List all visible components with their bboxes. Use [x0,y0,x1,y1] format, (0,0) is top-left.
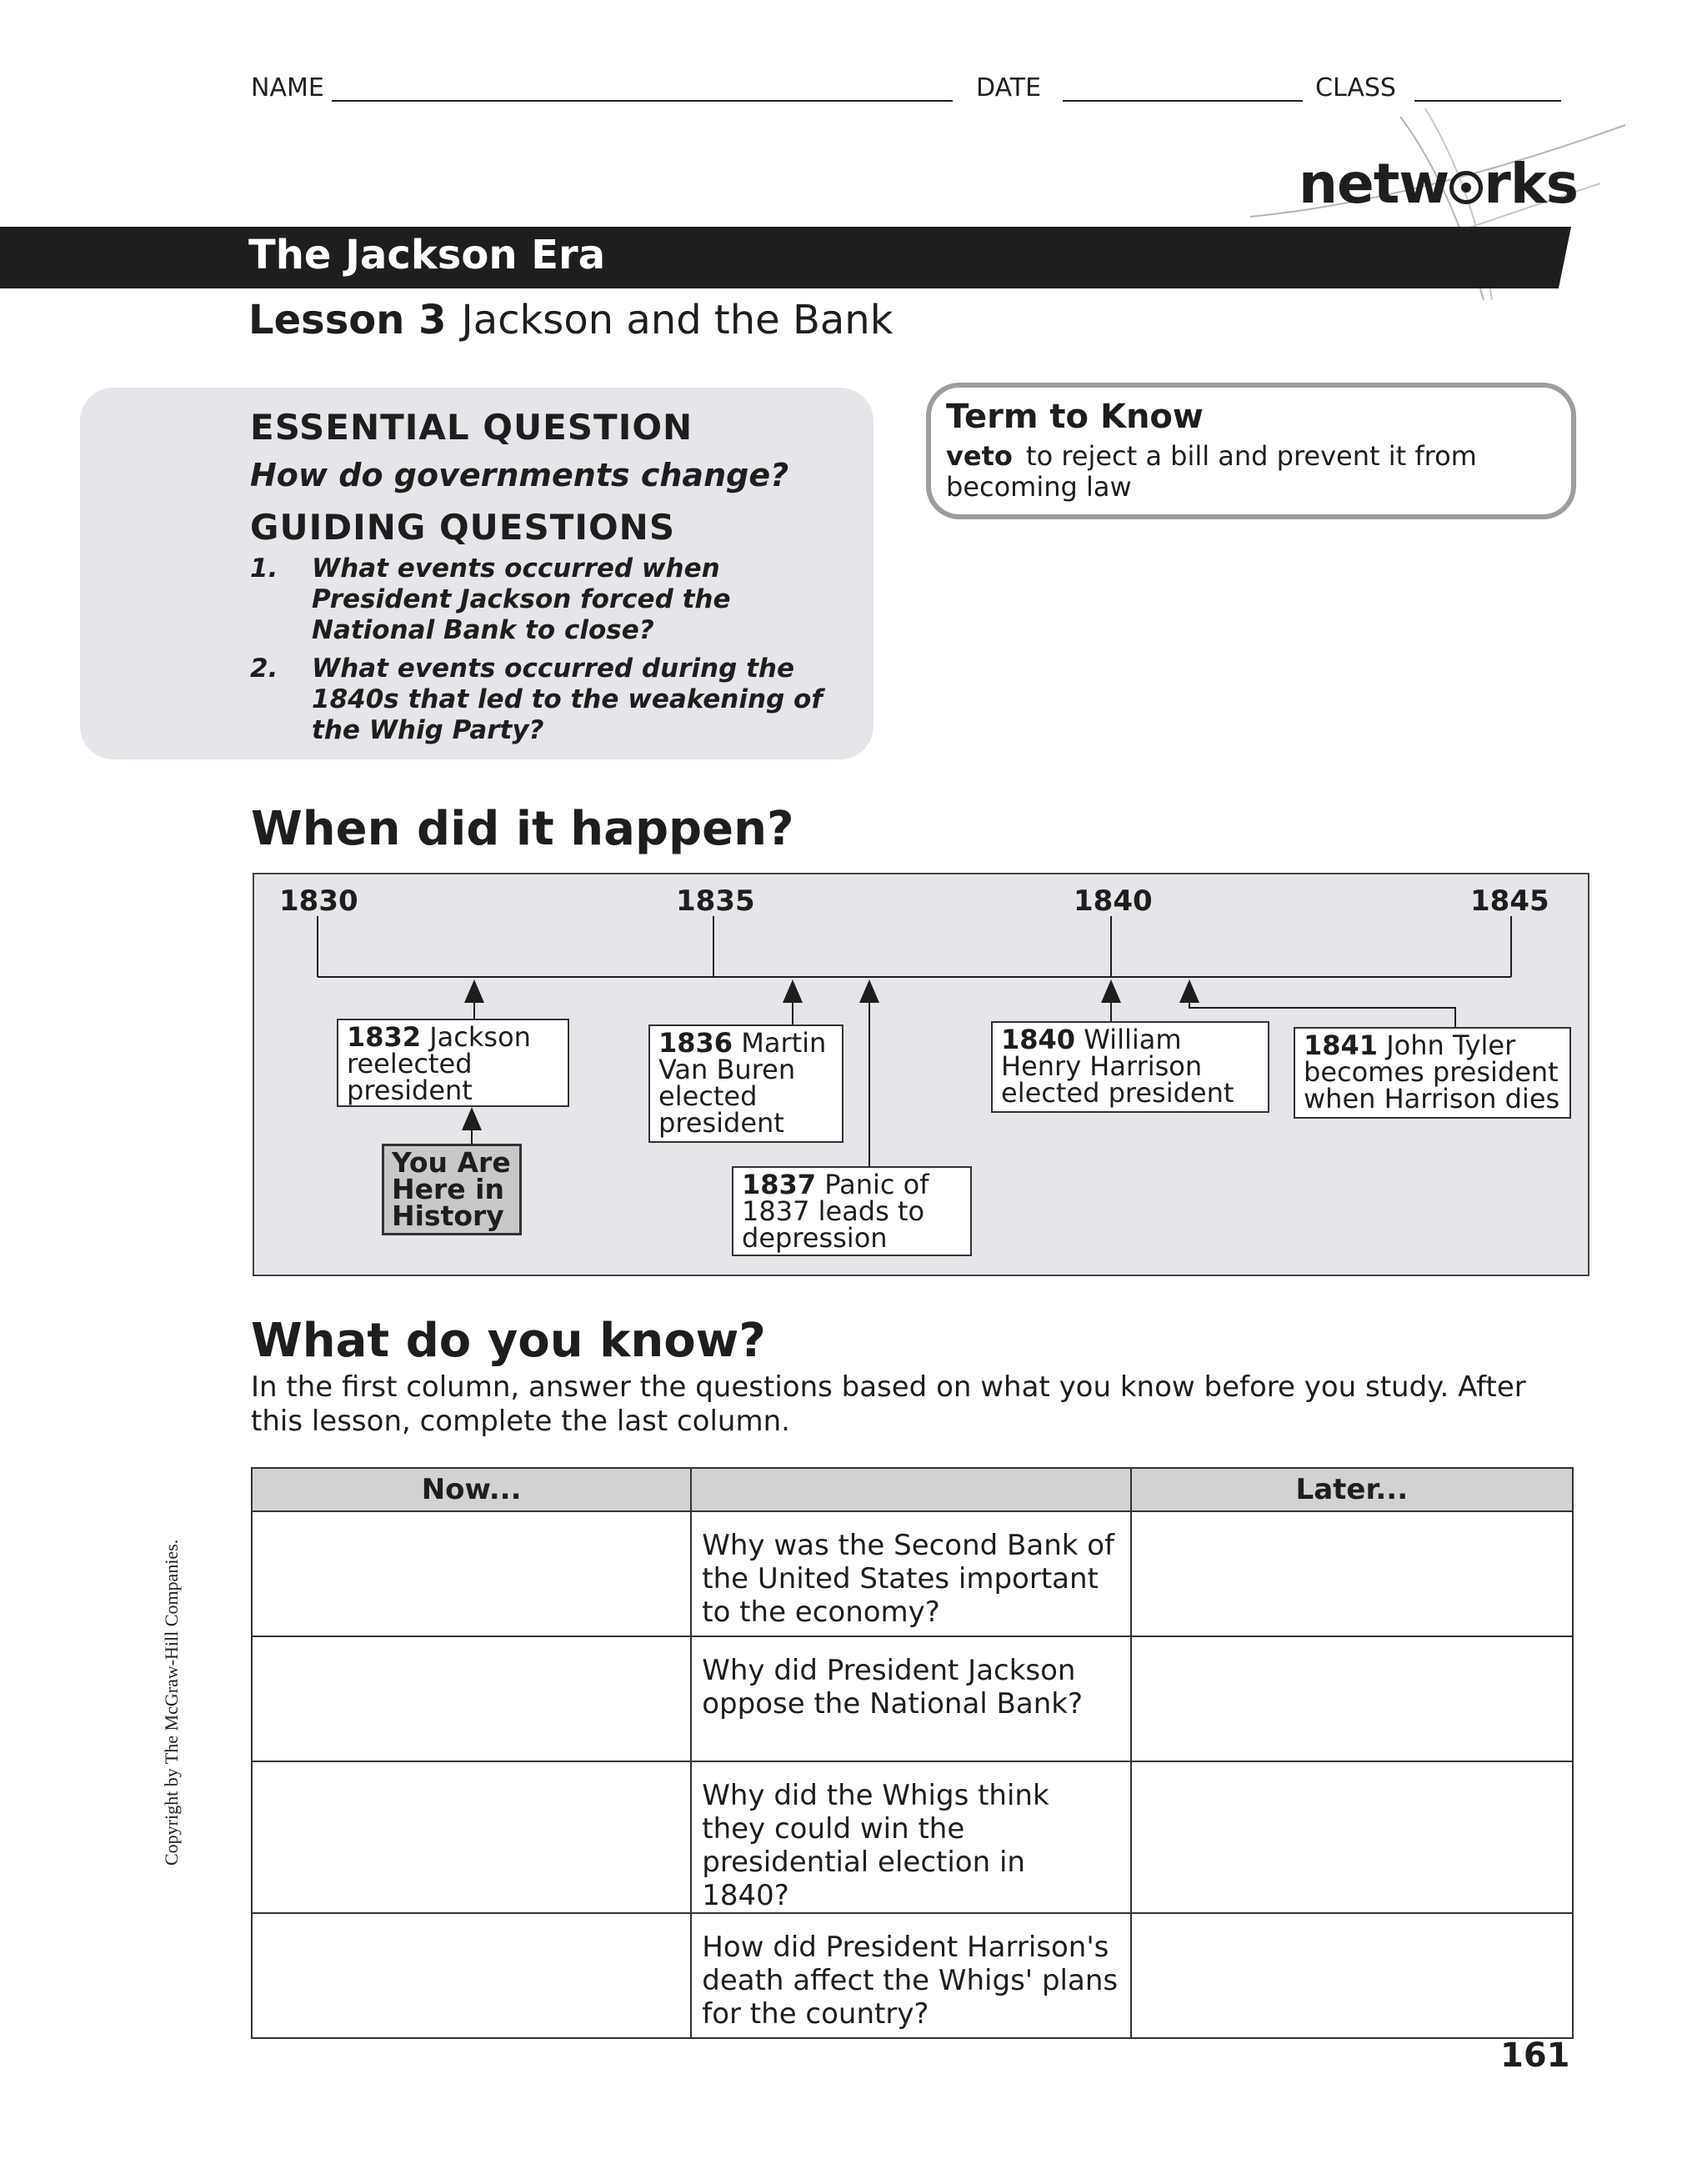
timeline-event-1836: 1836 Martin Van Buren elected president [648,1024,843,1143]
date-label: DATE [976,73,1042,103]
guiding-question-1: What events occurred when President Jackson forced the National Bank to close? [312,554,731,645]
know-instructions: In the first column, answer the questions based on what you know before you study. After this lesson, complete the last column. [251,1370,1526,1438]
term-definition: veto to reject a bill and prevent it from becoming law [946,440,1477,503]
question-cell: Why was the Second Bank of the United States important to the economy? [691,1511,1130,1636]
timeline-year-label: 1830 [279,884,358,918]
essential-question-heading: ESSENTIAL QUESTION [250,407,693,448]
chapter-banner [0,227,1571,288]
class-field[interactable] [1414,100,1561,102]
know-title: What do you know? [251,1314,766,1368]
timeline-event-1841: 1841 John Tyler becomes president when Harrison dies [1294,1027,1571,1119]
timeline-event-1840: 1840 William Henry Harrison elected president [991,1021,1269,1113]
now-answer-cell[interactable] [252,1511,691,1636]
anticipation-table [251,1467,1574,2039]
column-header-later: Later... [1131,1468,1573,1511]
now-answer-cell[interactable] [252,1913,691,2038]
name-field[interactable] [332,100,953,102]
table-header-row [252,1468,1573,1511]
term-to-know-box [926,383,1576,519]
table-row [252,1636,1573,1761]
timeline-event-1837: 1837 Panic of 1837 leads to depression [732,1166,972,1256]
timeline-title: When did it happen? [251,802,794,856]
term-word: veto [946,440,1013,472]
later-answer-cell[interactable] [1131,1636,1573,1761]
later-answer-cell[interactable] [1131,1913,1573,2038]
copyright-notice: Copyright by The McGraw-Hill Companies. [161,1539,182,1866]
question-cell: Why did the Whigs think they could win the presidential election in 1840? [691,1761,1130,1913]
date-field[interactable] [1063,100,1303,102]
question-cell: Why did President Jackson oppose the National Bank? [691,1636,1130,1761]
class-label: CLASS [1315,73,1396,103]
question-cell: How did President Harrison's death affect the Whigs' plans for the country? [691,1913,1130,2038]
now-answer-cell[interactable] [252,1761,691,1913]
timeline-year-label: 1845 [1470,884,1549,918]
page-number: 161 [1500,2036,1570,2075]
later-answer-cell[interactable] [1131,1511,1573,1636]
chapter-title: The Jackson Era [248,232,606,278]
timeline-year-label: 1840 [1074,884,1153,918]
essential-question-text: How do governments change? [250,457,789,493]
now-answer-cell[interactable] [252,1636,691,1761]
table-row [252,1511,1573,1636]
guiding-question-2: What events occurred during the 1840s that led to the weakening of the Whig Party? [312,654,823,745]
term-heading: Term to Know [946,398,1204,436]
later-answer-cell[interactable] [1131,1761,1573,1913]
name-label: NAME [251,73,324,103]
guiding-question-number: 1. [250,554,278,584]
you-are-here-marker: You Are Here in History [382,1144,522,1235]
guiding-question-number: 2. [250,654,278,684]
guiding-questions-heading: GUIDING QUESTIONS [250,507,676,548]
lesson-title: Lesson 3 Jackson and the Bank [248,297,894,343]
column-header-question [691,1468,1130,1511]
table-row [252,1913,1573,2038]
table-row [252,1761,1573,1913]
column-header-now: Now... [252,1468,691,1511]
logo-o-icon [1449,171,1483,204]
timeline-event-1832: 1832 Jackson reelected president [337,1019,569,1107]
timeline-year-label: 1835 [676,884,755,918]
networks-logo: netw rks [1299,152,1579,216]
